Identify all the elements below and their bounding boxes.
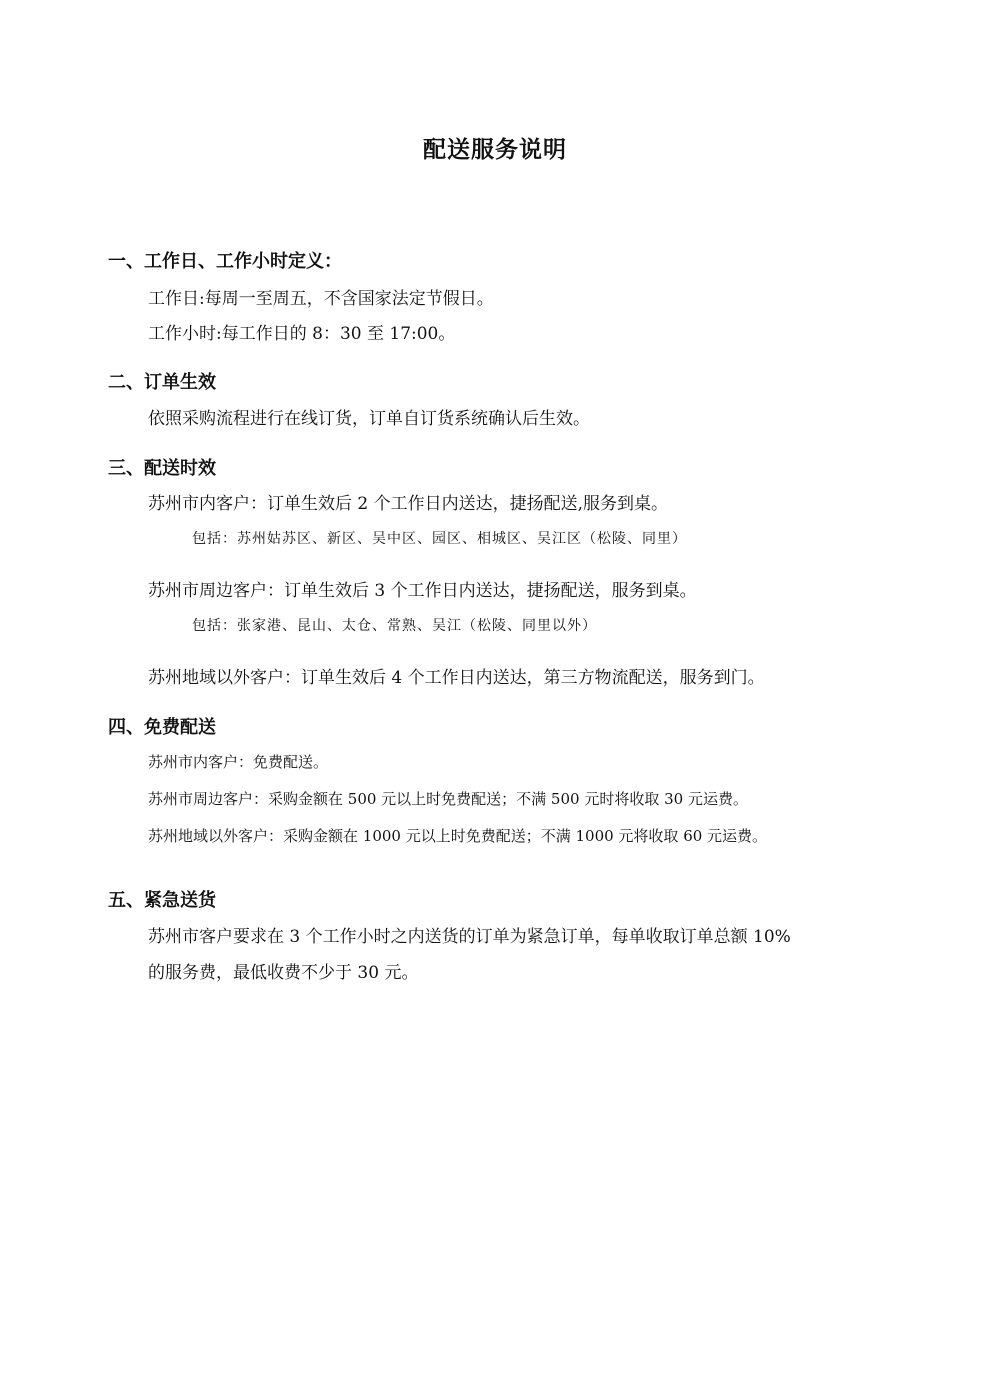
section-3-line-1: 苏州市内客户：订单生效后 2 个工作日内送达，捷扬配送,服务到桌。 <box>148 494 669 514</box>
section-1-heading: 一、工作日、工作小时定义： <box>108 251 342 272</box>
section-1-line-1: 工作日:每周一至周五，不含国家法定节假日。 <box>148 289 494 309</box>
section-3-include-1: 包括：苏州姑苏区、新区、吴中区、园区、相城区、吴江区（松陵、同里） <box>192 531 687 547</box>
section-5-line-1: 苏州市客户要求在 3 个工作小时之内送货的订单为紧急订单，每单收取订单总额 10% <box>148 927 791 947</box>
section-4-line-3: 苏州地域以外客户：采购金额在 1000 元以上时免费配送；不满 1000 元将收取 60 元运费。 <box>148 827 768 845</box>
section-3-line-3: 苏州地域以外客户：订单生效后 4 个工作日内送达，第三方物流配送，服务到门。 <box>148 668 765 688</box>
section-3-heading: 三、配送时效 <box>108 458 216 479</box>
section-4-line-2: 苏州市周边客户：采购金额在 500 元以上时免费配送；不满 500 元时将收取 30 元运费。 <box>148 790 748 808</box>
section-3-line-2: 苏州市周边客户：订单生效后 3 个工作日内送达，捷扬配送，服务到桌。 <box>148 581 697 601</box>
section-2-line-1: 依照采购流程进行在线订货，订单自订货系统确认后生效。 <box>148 409 590 429</box>
section-5-heading: 五、紧急送货 <box>108 890 216 911</box>
section-3-include-2: 包括：张家港、昆山、太仓、常熟、吴江（松陵、同里以外） <box>192 618 597 634</box>
section-4-heading: 四、免费配送 <box>108 717 216 738</box>
section-5-line-2: 的服务费，最低收费不少于 30 元。 <box>148 963 419 983</box>
document-title: 配送服务说明 <box>423 136 567 163</box>
section-1-line-2: 工作小时:每工作日的 8：30 至 17:00。 <box>148 324 456 344</box>
section-2-heading: 二、订单生效 <box>108 372 216 393</box>
section-4-line-1: 苏州市内客户：免费配送。 <box>148 753 329 771</box>
